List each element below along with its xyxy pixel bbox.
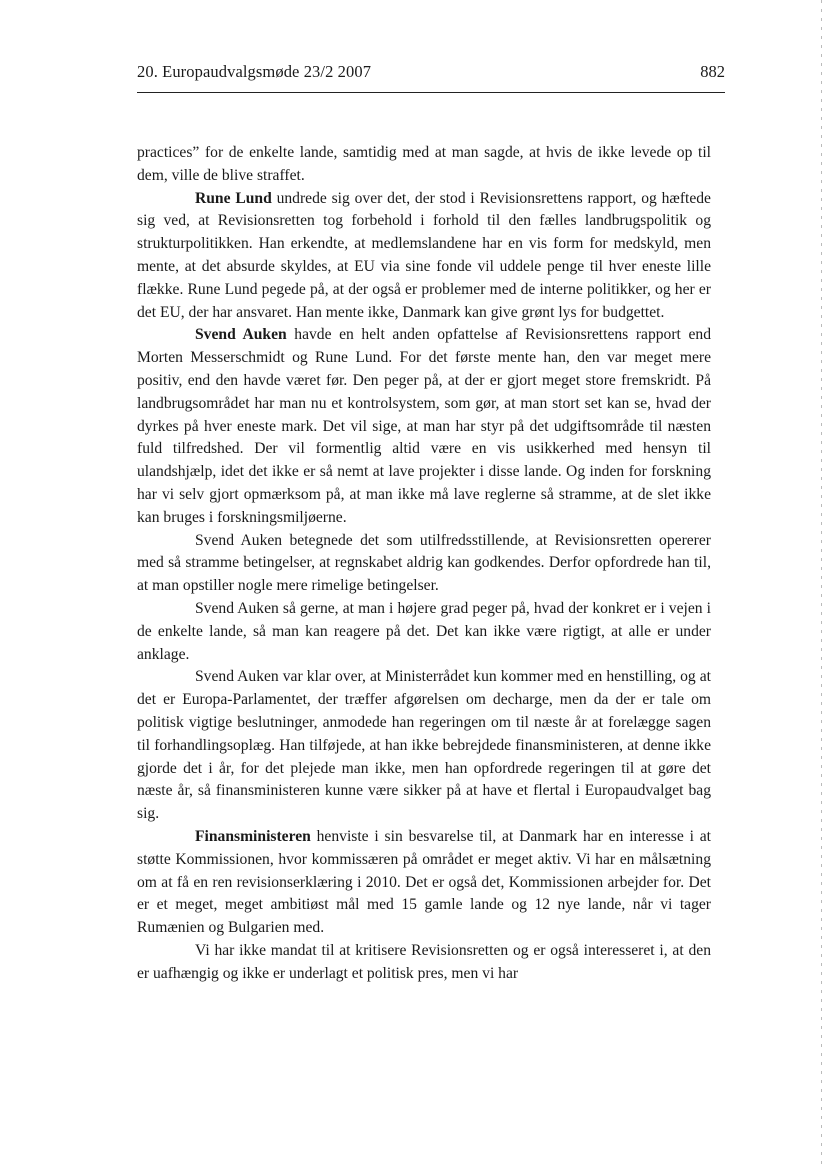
page-header [137, 60, 725, 93]
paragraph-text: undrede sig over det, der stod i Revisionsrettens rapport, og hæftede sig ved, at Revisionsretten tog forbehold i forhold til den fælles landbrugspolitik og strukturpolitikken. Han erkendte, at medlemslandene har en vis form for medskyld, men mente, at det absurde skyldes, at EU via sine fonde vil uddele penge til hver eneste lille flække. Rune Lund pegede på, at der også er problemer med de interne politikker, og her er det EU, der har ansvaret. Han mente ikke, Danmark kan give grønt lys for budgettet. [137, 189, 711, 321]
speaker-name: Svend Auken [195, 326, 287, 344]
scan-edge-line [821, 0, 822, 1167]
page-number: 882 [700, 62, 725, 81]
paragraph [137, 530, 711, 598]
paragraph-text: Svend Auken betegnede det som utilfredsstillende, at Revisionsretten opererer med så stramme betingelser, at regnskabet aldrig kan godkendes. Derfor opfordrede han til, at man opstiller nogle mere rimelige betingelser. [137, 531, 711, 595]
paragraph-text: Vi har ikke mandat til at kritisere Revisionsretten og er også interesseret i, at den er uafhængig og ikke er underlagt et politisk pres, men vi har [137, 941, 711, 982]
paragraph-text: Svend Auken så gerne, at man i højere grad peger på, hvad der konkret er i vejen i de enkelte lande, så man kan reagere på det. Det kan ikke være rigtigt, at alle er under anklage. [137, 599, 711, 663]
speaker-name: Finansministeren [195, 827, 311, 845]
paragraph-text: practices” for de enkelte lande, samtidig med at man sagde, at hvis de ikke levede op til dem, ville de blive straffet. [137, 144, 711, 184]
paragraph [137, 598, 711, 666]
header-title: 20. Europaudvalgsmøde 23/2 2007 [137, 62, 372, 81]
paragraph-text: henviste i sin besvarelse til, at Danmark har en interesse i at støtte Kommissionen, hvor kommissæren på området er meget aktiv. Vi har en målsætning om at få en ren revisionserklæring i 2010. Det er også det, Kommissionen arbejder for. Det er et meget, meget ambitiøst mål med 15 gamle lande og 12 nye lande, når vi tager Rumænien og Bulgarien med. [137, 827, 711, 937]
paragraph [137, 324, 711, 529]
body-text [137, 142, 711, 985]
paragraph [137, 666, 711, 826]
paragraph [137, 188, 711, 325]
paragraph [137, 826, 711, 940]
paragraph-text: havde en helt anden opfattelse af Revisionsrettens rapport end Morten Messerschmidt og Rune Lund. For det første mente han, den var meget mere positiv, end den havde været før. Den peger på, at der er gjort meget store fremskridt. På landbrugsområdet har man nu et kontrolsystem, som gør, at man stort set kan se, hvad der dyrkes på hver eneste mark. Det vil sige, at man har styr på det udgiftsområde til næsten fuld tilfredshed. Der vil formentlig altid være en vis usikkerhed med hensyn til ulandshjælp, idet det ikke er så nemt at lave projekter i disse lande. Og inden for forskning har vi selv gjort opmærksom på, at man ikke må lave reglerne så stramme, at de slet ikke kan bruges i forskningsmiljøerne. [137, 326, 711, 526]
paragraph [137, 940, 711, 986]
speaker-name: Rune Lund [195, 189, 272, 207]
paragraph [137, 142, 711, 188]
paragraph-text: Svend Auken var klar over, at Ministerrådet kun kommer med en henstilling, og at det er Europa-Parlamentet, der træffer afgørelsen om decharge, men da der er tale om politisk vigtige beslutninger, anmodede han regeringen om til næste år at forelægge sagen til forhandlingsoplæg. Han tilføjede, at han ikke bebrejdede finansministeren, at denne ikke gjorde det i år, for det plejede man ikke, men han opfordrede regeringen til at gøre det næste år, så finansministeren kunne være sikker på at have et flertal i Europaudvalget bag sig. [137, 668, 711, 823]
